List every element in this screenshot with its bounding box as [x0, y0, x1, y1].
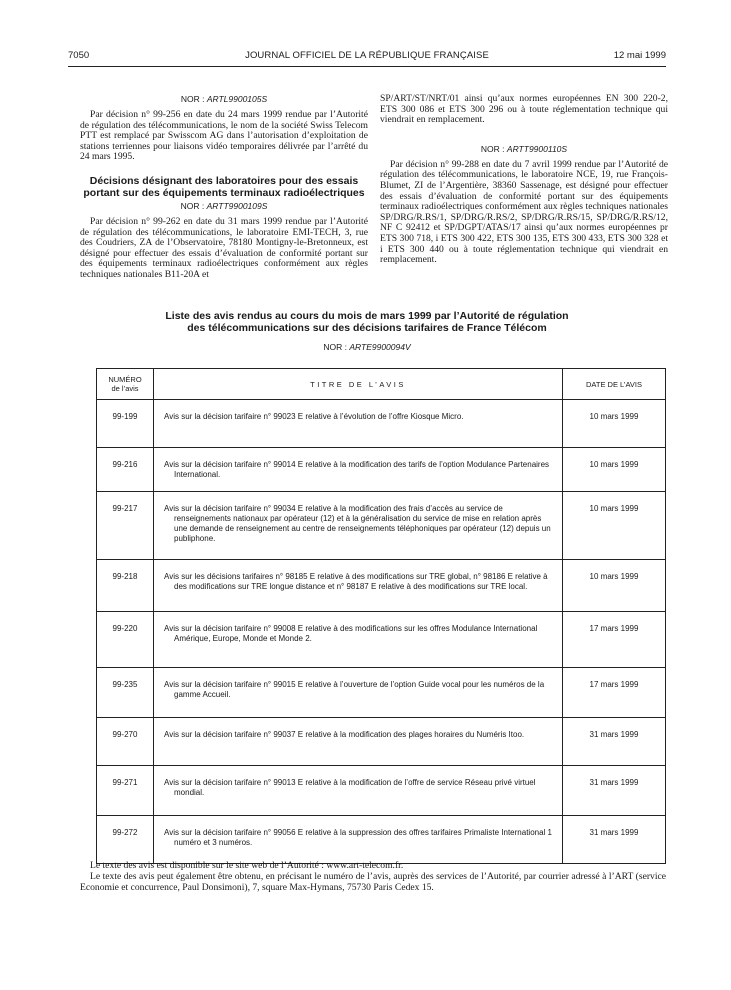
- decision-paragraph: Par décision n° 99-256 en date du 24 mars 1999 rendue par l’Autorité de régulation des télécommunications, le nom de la société Swiss Telecom PTT est remplacé par Swisscom AG dans l’autorisation d’exploitation de stations terriennes pour liaisons vidéo temporaires délivrée par l’arrêté du 24 mars 1995.: [80, 109, 368, 163]
- nor-reference: [80, 94, 368, 104]
- avis-title: Avis sur la décision tarifaire n° 99008 E relative à des modifications sur les offres Modulance International Amérique, Europe, Monde et Monde 2.: [154, 612, 563, 668]
- avis-date: 17 mars 1999: [563, 668, 666, 718]
- table-row: [97, 448, 666, 492]
- nor-code: ARTL9900105S: [206, 94, 268, 104]
- avis-number: 99-270: [97, 718, 154, 766]
- avis-number: 99-220: [97, 612, 154, 668]
- avis-number: 99-272: [97, 816, 154, 864]
- column-header-number: [97, 369, 154, 400]
- table-row: [97, 816, 666, 864]
- avis-date: 10 mars 1999: [563, 400, 666, 448]
- table-row: [97, 612, 666, 668]
- avis-date: 31 mars 1999: [563, 816, 666, 864]
- page-number: 7050: [68, 50, 90, 61]
- avis-title: Avis sur la décision tarifaire n° 99014 E relative à la modification des tarifs de l’option Modulance Partenaires International.: [154, 448, 563, 492]
- nor-reference: [68, 342, 666, 352]
- avis-number: 99-271: [97, 766, 154, 816]
- decision-paragraph-continued: SP/ART/ST/NRT/01 ainsi qu’aux normes européennes EN 300 220-2, ETS 300 086 et ETS 300 296 ou à toute réglementation technique qui viendrait en remplacement.: [380, 93, 668, 126]
- list-title-line: Liste des avis rendus au cours du mois de mars 1999 par l’Autorité de régulation: [165, 310, 569, 322]
- avis-date: 10 mars 1999: [563, 560, 666, 612]
- right-column: [380, 94, 668, 272]
- nor-reference: [380, 144, 668, 154]
- left-column: [80, 94, 368, 287]
- list-title-line: des télécommunications sur des décisions tarifaires de France Télécom: [187, 322, 547, 334]
- avis-number: 99-199: [97, 400, 154, 448]
- avis-title: Avis sur la décision tarifaire n° 99015 E relative à l’ouverture de l’option Guide vocal pour les numéros de la gamme Accueil.: [154, 668, 563, 718]
- footer-paragraph: Le texte des avis est disponible sur le site web de l’Autorité : www.art-telecom.fr.: [90, 860, 404, 871]
- footer-notes: [80, 860, 666, 893]
- avis-title: Avis sur la décision tarifaire n° 99013 E relative à la modification de l’offre de service Réseau privé virtuel mondial.: [154, 766, 563, 816]
- avis-number: 99-235: [97, 668, 154, 718]
- page-header: [68, 50, 666, 64]
- table-header-row: [97, 369, 666, 400]
- header-text: de l’avis: [111, 384, 139, 393]
- decision-paragraph: Par décision n° 99-262 en date du 31 mars 1999 rendue par l’Autorité de régulation des télécommunications, le laboratoire EMI-TECH, 3, rue des Coudriers, ZA de l’Observatoire, 78180 Montigny-le-Bretonneux, est désigné pour effectuer des essais d’évaluation de conformité portant sur des équipements terminaux radioélectriques conformément aux règles techniques nationales B11-20A et: [80, 215, 368, 280]
- nor-label: NOR :: [180, 94, 205, 104]
- avis-date: 10 mars 1999: [563, 492, 666, 560]
- nor-code: ARTE9900094V: [349, 342, 411, 352]
- avis-title: Avis sur la décision tarifaire n° 99023 E relative à l’évolution de l’offre Kiosque Micro.: [154, 400, 563, 448]
- avis-title: Avis sur les décisions tarifaires n° 98185 E relative à des modifications sur TRE global, n° 98186 E relative à des modifications sur TRE longue distance et n° 98187 E relative à des modifications sur TRE local.: [154, 560, 563, 612]
- avis-number: 99-217: [97, 492, 154, 560]
- table-row: [97, 560, 666, 612]
- column-header-title: TITRE DE L’AVIS: [154, 369, 563, 400]
- table-row: [97, 718, 666, 766]
- avis-date: 31 mars 1999: [563, 718, 666, 766]
- avis-date: 31 mars 1999: [563, 766, 666, 816]
- avis-date: 17 mars 1999: [563, 612, 666, 668]
- avis-title: Avis sur la décision tarifaire n° 99034 E relative à la modification des frais d’accès au service de renseignements nationaux par opérateur (12) et à la généralisation du service de mise en relation après une demande de renseignement au centre de renseignements téléphoniques par opérateur (12) depuis un publiphone.: [154, 492, 563, 560]
- avis-title: Avis sur la décision tarifaire n° 99037 E relative à la modification des plages horaires du Numéris Itoo.: [154, 718, 563, 766]
- section-title: Décisions désignant des laboratoires pour des essais portant sur des équipements terminaux radioélectriques: [83, 174, 365, 199]
- nor-label: NOR :: [180, 200, 205, 211]
- header-text: NUMÉRO: [108, 375, 142, 384]
- list-title: [68, 310, 666, 334]
- table-row: [97, 400, 666, 448]
- issue-date: 12 mai 1999: [613, 50, 666, 61]
- header-rule: [68, 66, 666, 67]
- nor-code: ARTT9900110S: [506, 143, 568, 154]
- avis-number: 99-218: [97, 560, 154, 612]
- footer-paragraph: Le texte des avis peut également être obtenu, en précisant le numéro de l’avis, auprès des services de l’Autorité, par courrier adressé à l’ART (service Economie et concurrence, Paul Donsimoni), 7, square Max-Hymans, 75730 Paris Cedex 15.: [80, 871, 666, 893]
- column-header-date: DATE DE L’AVIS: [563, 369, 666, 400]
- avis-number: 99-216: [97, 448, 154, 492]
- nor-label: NOR :: [480, 143, 505, 154]
- avis-table: [96, 368, 666, 864]
- nor-reference: [80, 201, 368, 211]
- avis-title: Avis sur la décision tarifaire n° 99056 E relative à la suppression des offres tarifaires Primaliste International 1 numéro et 3 numéros.: [154, 816, 563, 864]
- table-row: [97, 766, 666, 816]
- nor-code: ARTT9900109S: [206, 200, 268, 211]
- table-row: [97, 492, 666, 560]
- decision-paragraph: Par décision n° 99-288 en date du 7 avril 1999 rendue par l’Autorité de régulation des télécommunications, le laboratoire NCE, 19, rue François-Blumet, ZI de l’Argentière, 38360 Sassenage, est désigné pour effectuer des essais d’évaluation de conformité portant sur des équipements terminaux radioélectriques conformément aux règles techniques nationales SP/DRG/R.RS/1, SP/DRG/R.RS/2, SP/DRG/R.RS/15, SP/DRG/R.RS/12, NF C 92412 et SP/DGPT/ATAS/17 ainsi qu’aux normes européennes pr ETS 300 718, i ETS 300 422, ETS 300 135, ETS 300 433, ETS 300 328 et i ETS 300 440 ou à toute réglementation technique qui viendrait en remplacement.: [380, 158, 668, 266]
- journal-title: JOURNAL OFFICIEL DE LA RÉPUBLIQUE FRANÇAISE: [245, 50, 489, 61]
- table-row: [97, 668, 666, 718]
- nor-label: NOR :: [323, 342, 347, 352]
- avis-date: 10 mars 1999: [563, 448, 666, 492]
